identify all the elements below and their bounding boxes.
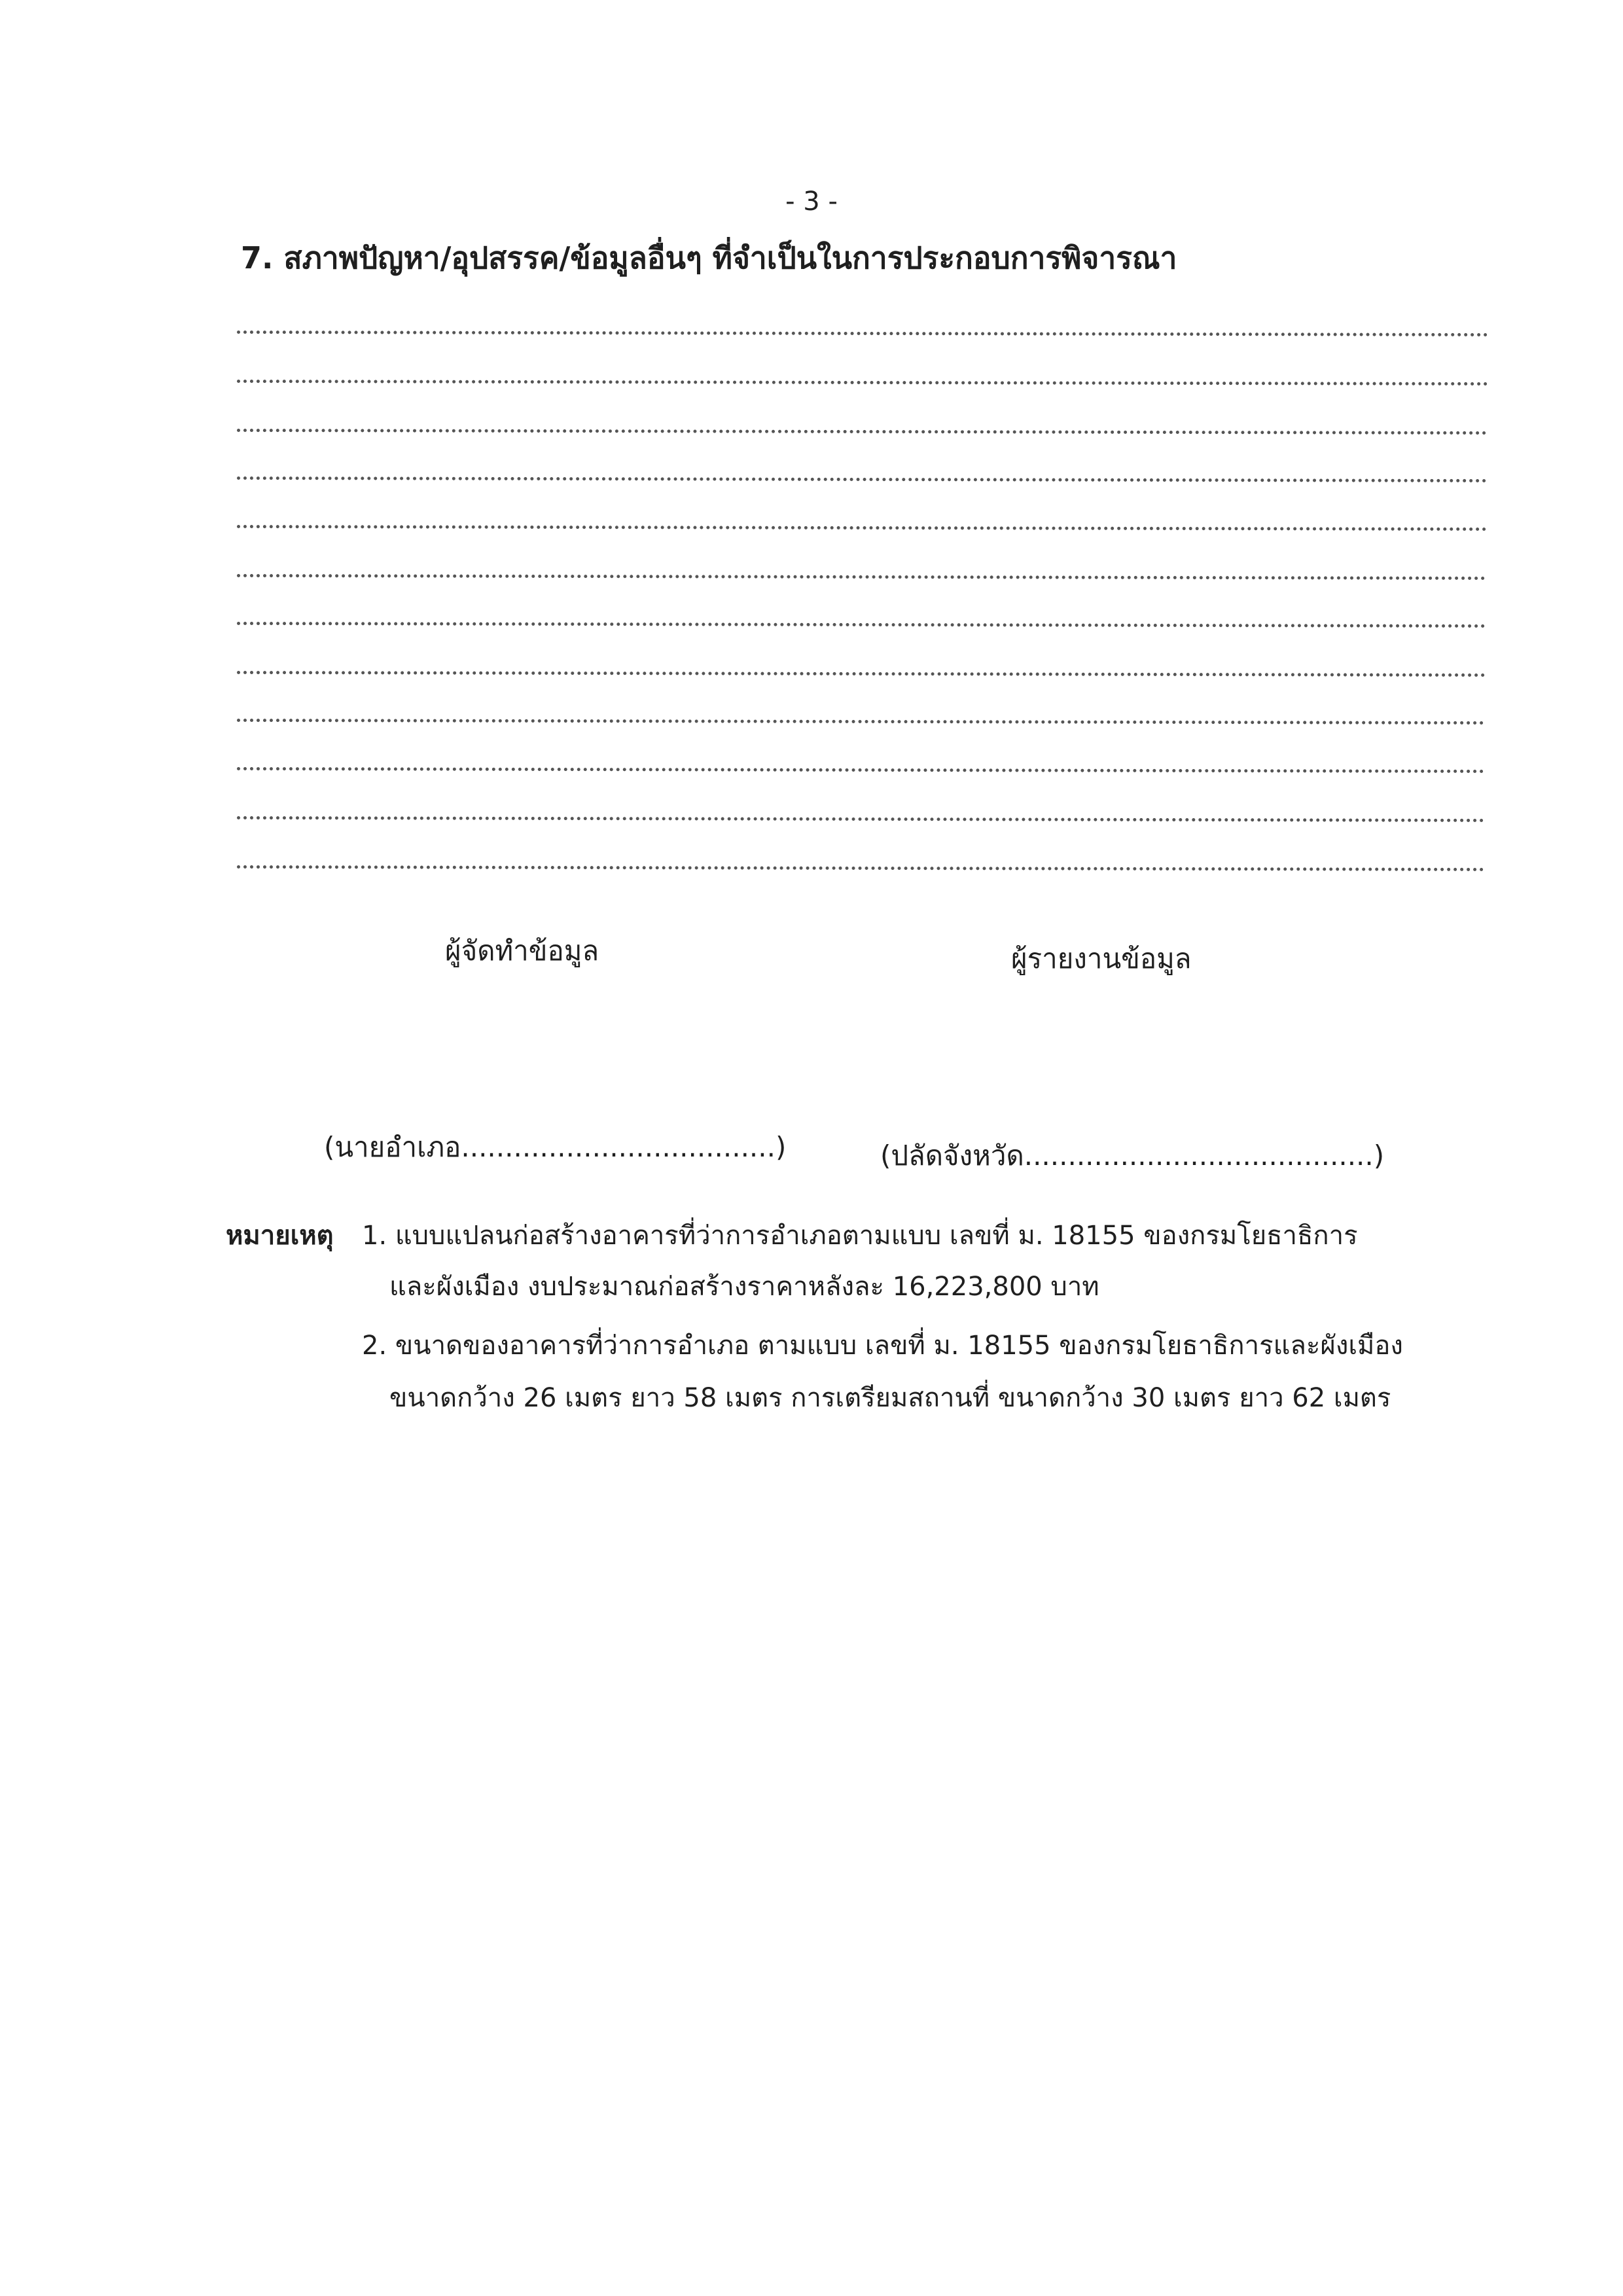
blank-line <box>237 429 1487 435</box>
blank-line <box>237 622 1486 628</box>
blank-line <box>237 574 1486 580</box>
preparer-label: ผู้จัดทำข้อมูล <box>445 935 599 967</box>
blank-line <box>237 816 1484 822</box>
provincial-clerk-signature: (ปลัดจังหวัด........................................) <box>880 1139 1385 1172</box>
blank-line <box>237 525 1487 531</box>
blank-line <box>237 671 1486 677</box>
blank-line <box>237 331 1488 336</box>
reporter-label: ผู้รายงานข้อมูล <box>1011 942 1192 975</box>
page-number: - 3 - <box>785 187 838 217</box>
blank-line <box>237 476 1487 482</box>
remark-item-2-line-1: 2. ขนาดของอาคารที่ว่าการอำเภอ ตามแบบ เลขที่ ม. 18155 ของกรมโยธาธิการและผังเมือง <box>362 1331 1403 1361</box>
blank-line <box>237 865 1484 871</box>
remark-item-1-line-1: 1. แบบแปลนก่อสร้างอาคารที่ว่าการอำเภอตามแบบ เลขที่ ม. 18155 ของกรมโยธาธิการ <box>362 1221 1358 1251</box>
blank-line <box>237 380 1488 386</box>
remark-item-2-line-2: ขนาดกว้าง 26 เมตร ยาว 58 เมตร การเตรียมสถานที่ ขนาดกว้าง 30 เมตร ยาว 62 เมตร <box>389 1383 1391 1413</box>
remark-item-1-line-2: และผังเมือง งบประมาณก่อสร้างราคาหลังละ 16,223,800 บาท <box>389 1272 1099 1302</box>
blank-line <box>237 719 1484 725</box>
blank-line <box>237 767 1484 773</box>
section-heading: 7. สภาพปัญหา/อุปสรรค/ข้อมูลอื่นๆ ที่จำเป็นในการประกอบการพิจารณา <box>241 240 1177 276</box>
remarks-title: หมายเหตุ <box>226 1221 334 1251</box>
district-chief-signature: (นายอำเภอ....................................) <box>324 1131 787 1163</box>
